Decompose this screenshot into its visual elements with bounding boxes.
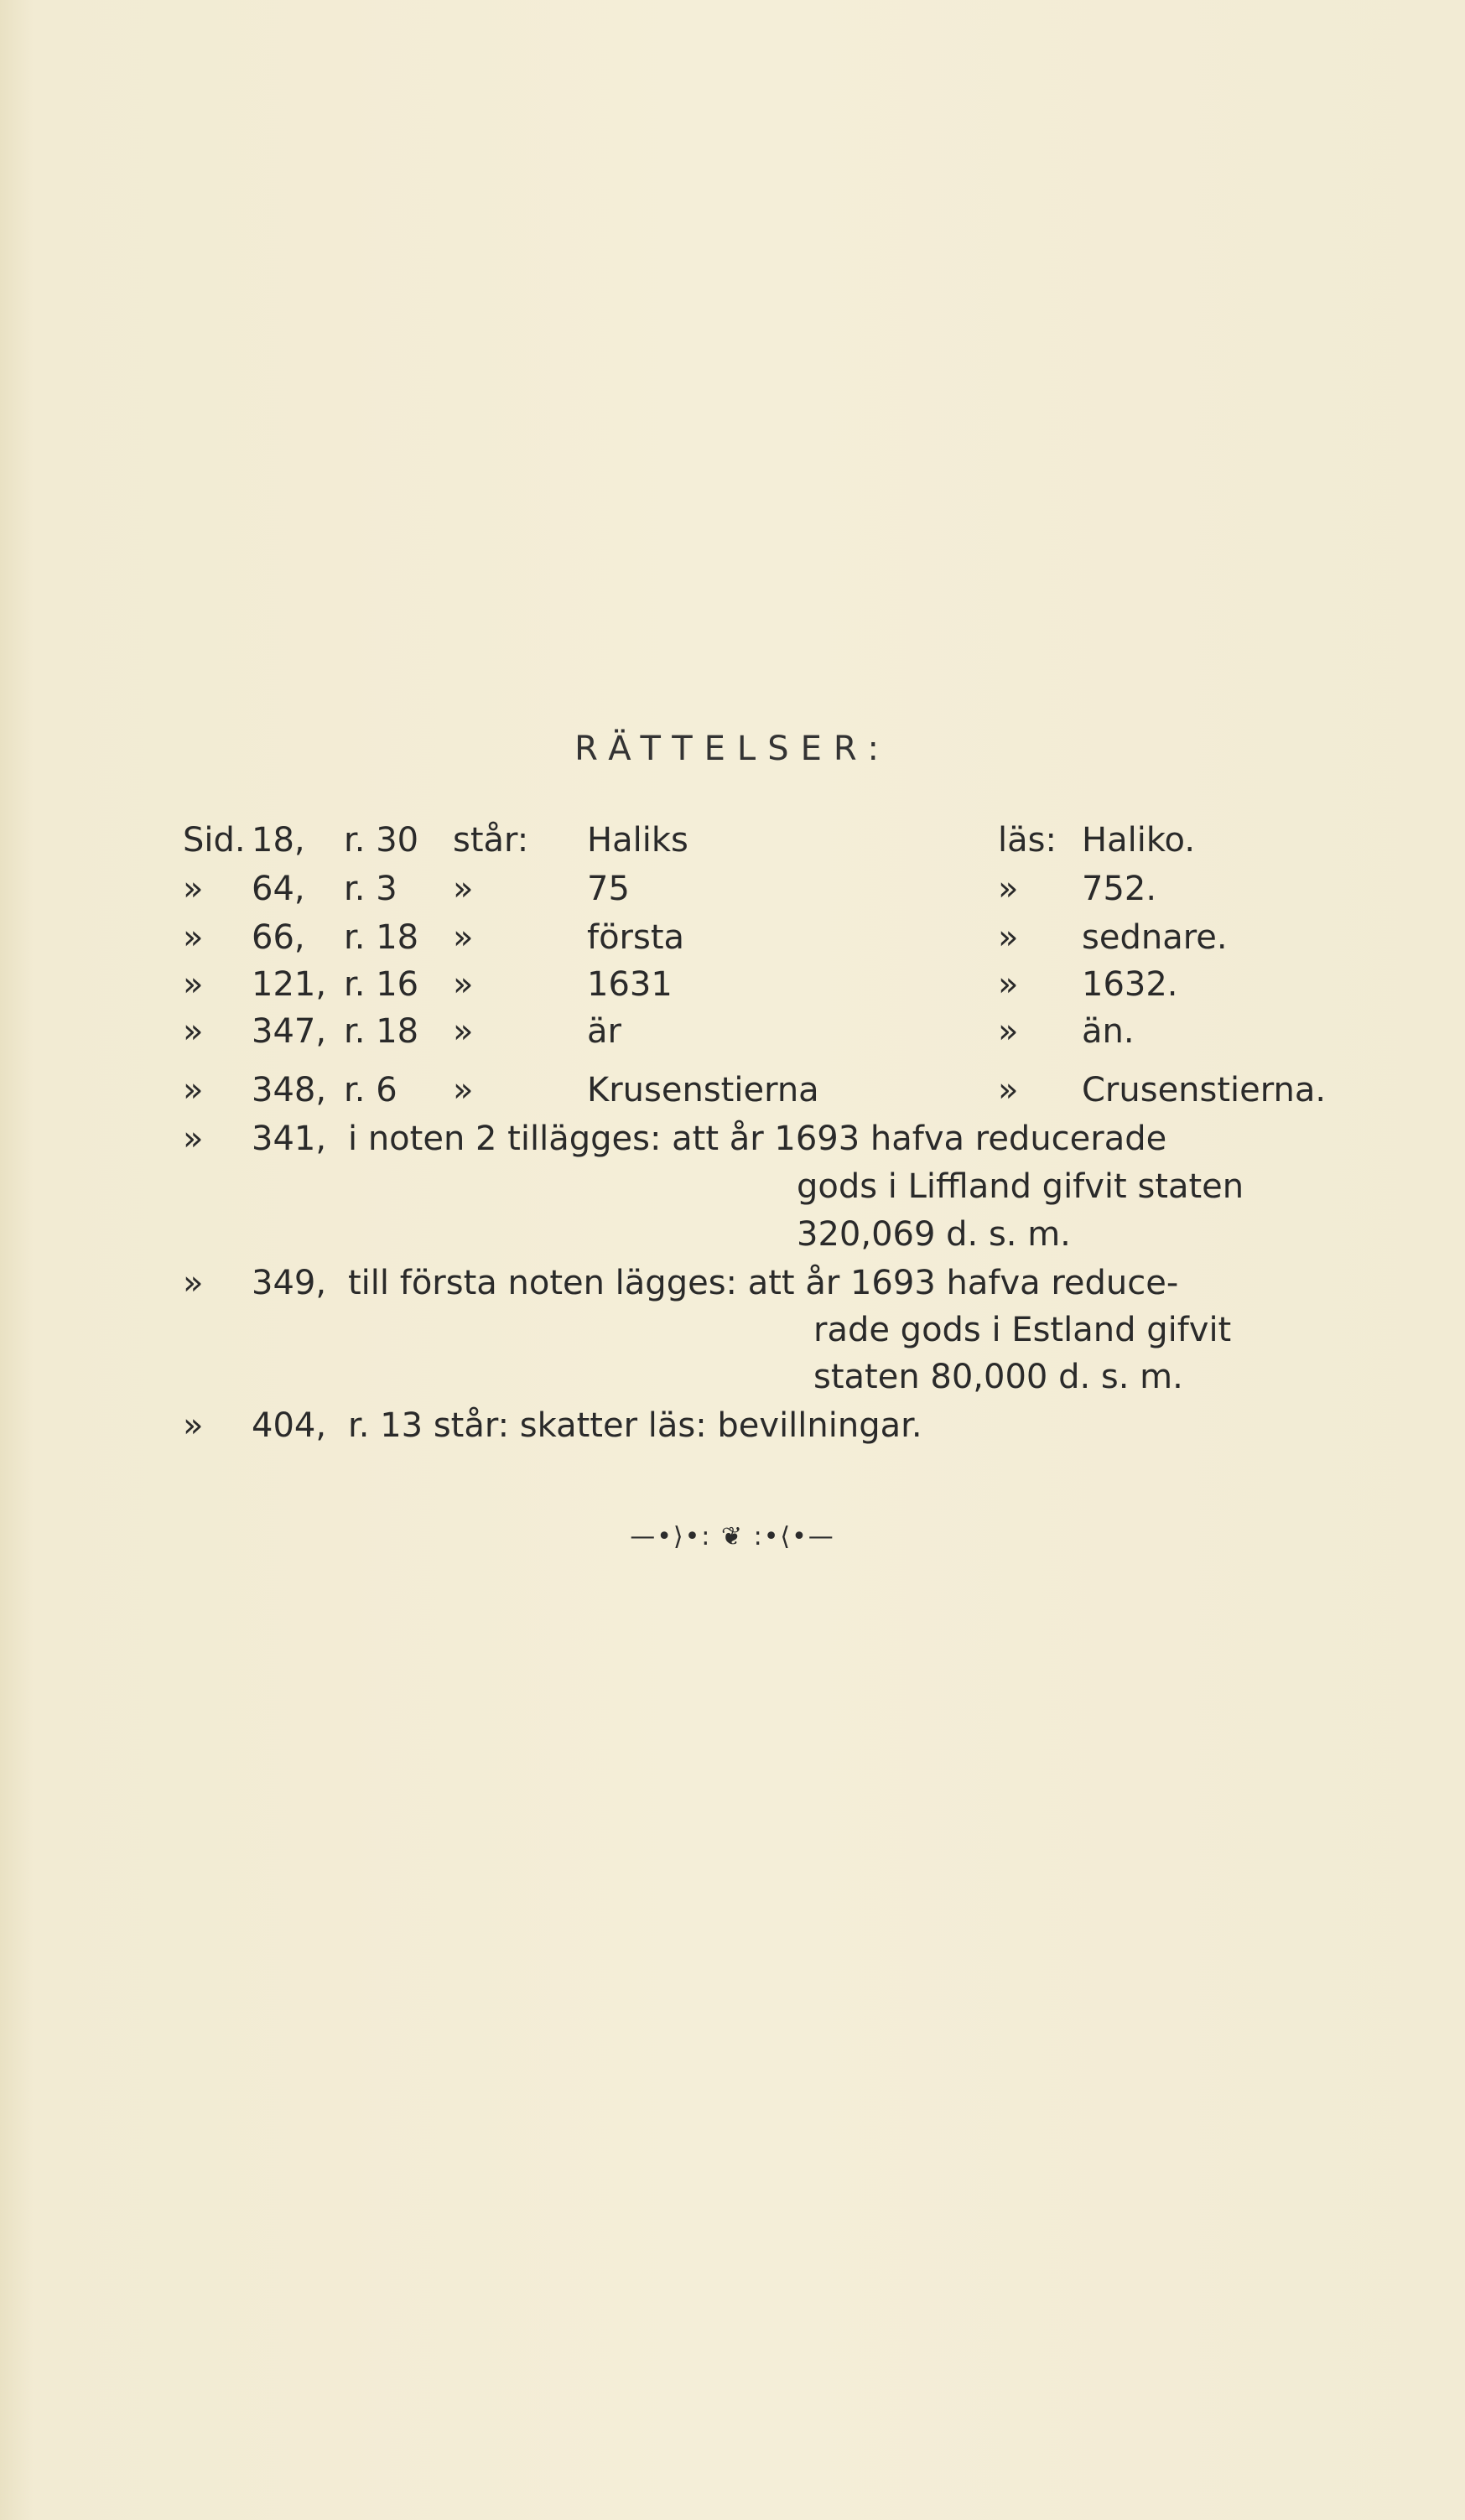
entry-wrong-text: Haliks [587,821,688,860]
entry-note-text: i noten 2 tillägges: att år 1693 hafva reducerade [348,1120,1167,1158]
entry-lead: » [183,1120,204,1158]
entry-wrong-text: första [587,918,685,957]
entry-lead: » [183,918,204,957]
entry-marker: » [453,1071,474,1109]
entry-correct-text: 752. [1082,870,1157,908]
entry-marker: står: [453,821,529,860]
entry-lead: » [183,965,204,1004]
entry-marker: » [453,965,474,1004]
entry-marker: » [453,1012,474,1051]
entry-page: 121, [252,965,327,1004]
entry-note-text: rade gods i Estland gifvit [813,1311,1232,1349]
entry-read-marker: » [998,965,1019,1004]
entry-correct-text: Crusenstierna. [1082,1071,1327,1109]
entry-wrong-text: Krusenstierna [587,1071,819,1109]
entry-page: 18, [252,821,305,860]
entry-lead: » [183,870,204,908]
entry-page: 349, [252,1264,327,1302]
entry-correct-text: Haliko. [1082,821,1196,860]
entry-line: r. 18 [344,1012,419,1051]
entry-correct-text: än. [1082,1012,1135,1051]
entry-text: r. 13 står: skatter läs: bevillningar. [348,1406,922,1445]
entry-note-text: gods i Liffland gifvit staten [797,1167,1244,1206]
entry-line: r. 30 [344,821,419,860]
entry-read-marker: » [998,1012,1019,1051]
entry-read-marker: » [998,1071,1019,1109]
entry-lead: Sid. [183,821,246,860]
entry-page: 347, [252,1012,327,1051]
entry-page: 348, [252,1071,327,1109]
page-title: RÄTTELSER: [574,730,891,768]
entry-note-text: staten 80,000 d. s. m. [813,1358,1183,1396]
entry-marker: » [453,870,474,908]
entry-lead: » [183,1012,204,1051]
entry-lead: » [183,1264,204,1302]
entry-lead: » [183,1071,204,1109]
entry-line: r. 16 [344,965,419,1004]
entry-line: r. 3 [344,870,397,908]
entry-page: 66, [252,918,305,957]
entry-line: r. 6 [344,1071,397,1109]
entry-page: 64, [252,870,305,908]
entry-wrong-text: 1631 [587,965,673,1004]
entry-correct-text: sednare. [1082,918,1228,957]
entry-marker: » [453,918,474,957]
entry-note-text: till första noten lägges: att år 1693 hafva reduce- [348,1264,1179,1302]
ornament-divider: —•⟩•: ❦ :•⟨•— [630,1522,835,1551]
entry-read-marker: läs: [998,821,1057,860]
entry-read-marker: » [998,918,1019,957]
entry-wrong-text: 75 [587,870,630,908]
entry-lead: » [183,1406,204,1445]
entry-correct-text: 1632. [1082,965,1178,1004]
entry-line: r. 18 [344,918,419,957]
entry-read-marker: » [998,870,1019,908]
entry-page: 404, [252,1406,327,1445]
entry-wrong-text: är [587,1012,621,1051]
entry-page: 341, [252,1120,327,1158]
entry-note-text: 320,069 d. s. m. [797,1215,1071,1254]
